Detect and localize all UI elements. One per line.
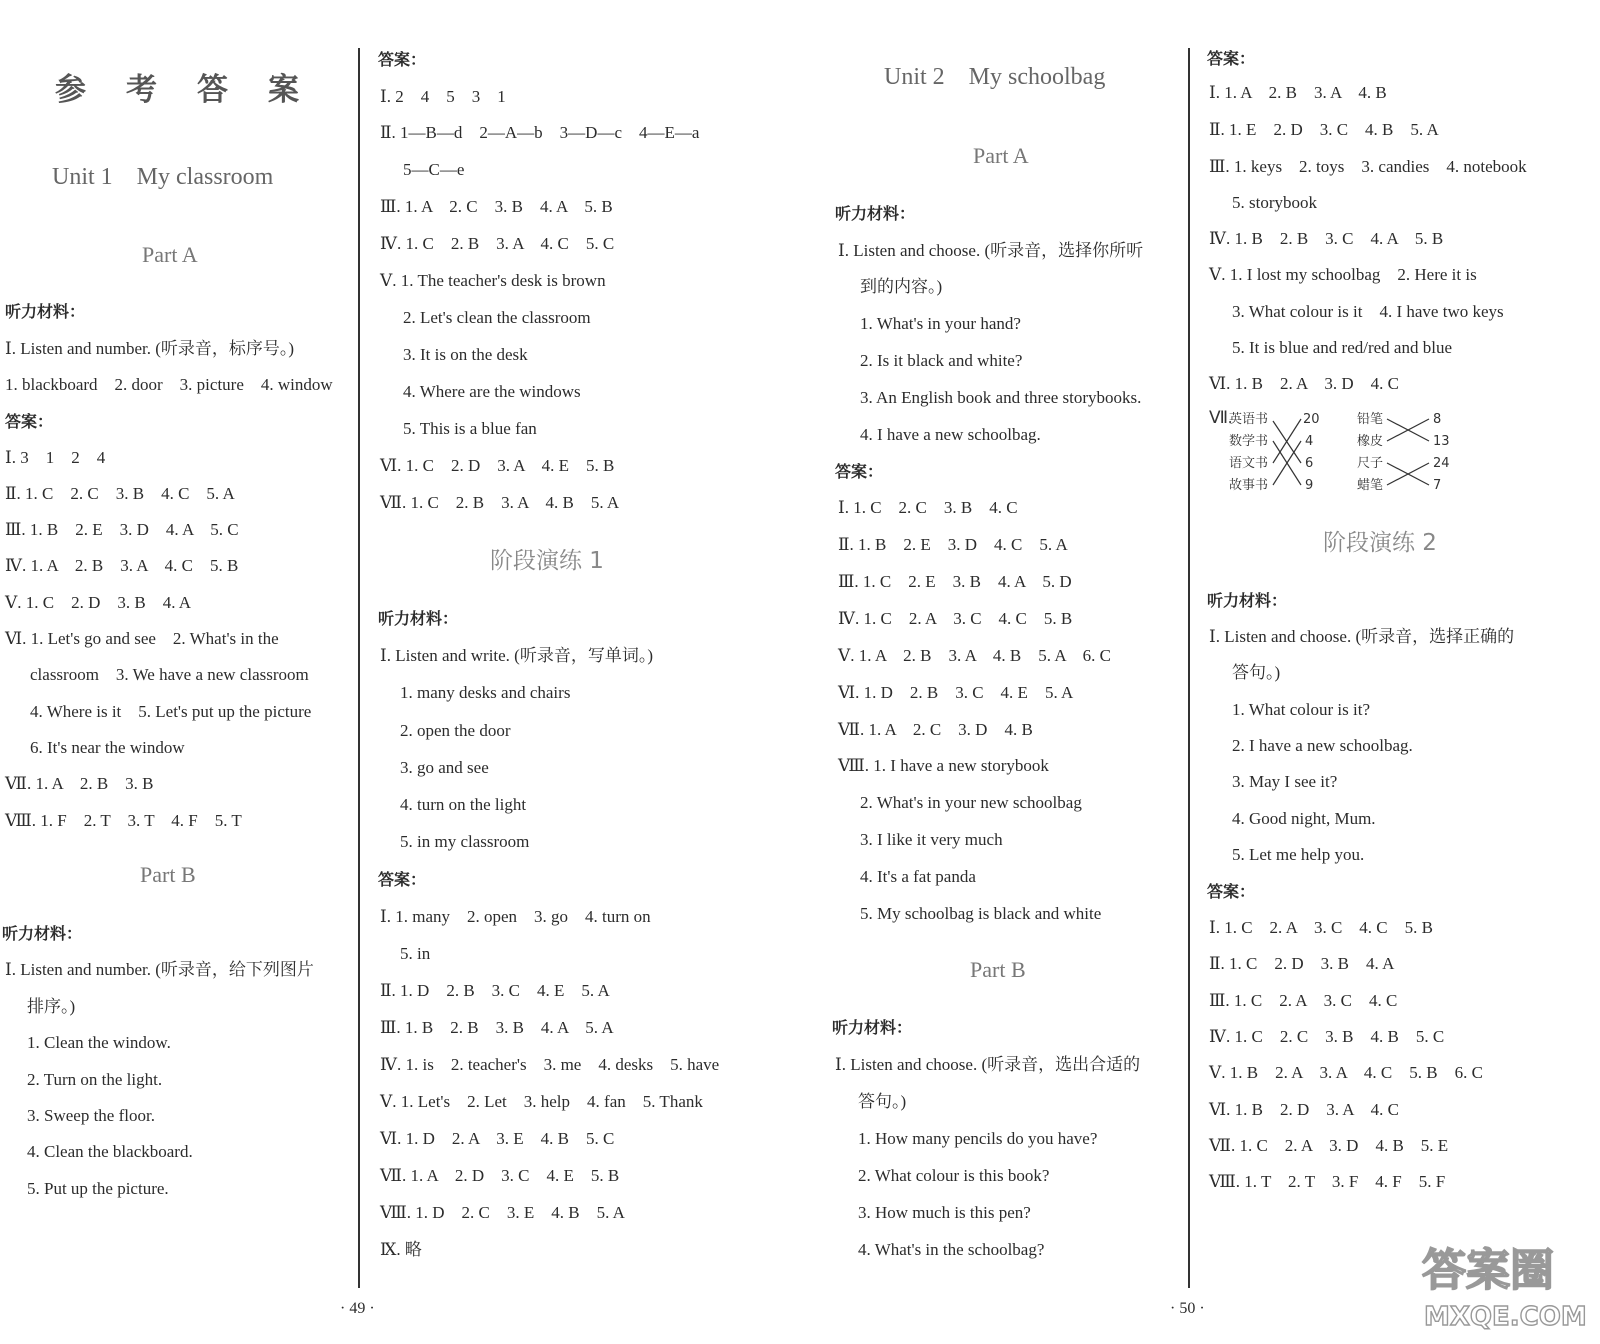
part-heading: Part B xyxy=(140,862,196,887)
answer-line: Ⅴ. 1. I lost my schoolbag 2. Here it is xyxy=(1209,265,1477,284)
text-line: 5. Let me help you. xyxy=(1232,845,1365,864)
answer-line: 5. My schoolbag is black and white xyxy=(860,904,1102,923)
answer-line: Ⅲ. 1. A 2. C 3. B 4. A 5. B xyxy=(380,197,613,216)
left-number: 4 xyxy=(1305,434,1314,449)
section-label: 听力材料： xyxy=(835,204,916,223)
text-line: 4. What's in the schoolbag? xyxy=(858,1240,1045,1259)
text-line: 1. blackboard 2. door 3. picture 4. window xyxy=(5,375,333,394)
text-line: 1. What's in your hand? xyxy=(860,314,1021,333)
text-line: 排序。) xyxy=(27,997,76,1016)
stage-practice-heading: 阶段演练 2 xyxy=(1323,530,1437,556)
answer-line: Ⅷ. 1. D 2. C 3. E 4. B 5. A xyxy=(380,1203,625,1222)
answer-line: classroom 3. We have a new classroom xyxy=(30,665,309,684)
stage-practice-heading: 阶段演练 1 xyxy=(490,548,604,574)
answer-line: Ⅳ. 1. is 2. teacher's 3. me 4. desks 5. have xyxy=(380,1055,720,1074)
answer-line: 5. storybook xyxy=(1232,193,1317,212)
answer-line: 3. It is on the desk xyxy=(403,345,528,364)
answer-line: Ⅶ. 1. A 2. B 3. B xyxy=(5,774,154,793)
text-line: 3. go and see xyxy=(400,758,489,777)
answer-line: Ⅸ. 略 xyxy=(380,1240,422,1259)
text-line: 1. Clean the window. xyxy=(27,1033,171,1052)
answer-line: Ⅰ. 2 4 5 3 1 xyxy=(380,87,506,106)
answer-line: Ⅰ. 3 1 2 4 xyxy=(5,448,106,467)
text-line: 到的内容。) xyxy=(860,277,943,296)
answer-line: 4. Where is it 5. Let's put up the picture xyxy=(30,702,312,721)
unit-heading: Unit 1 My classroom xyxy=(52,164,274,190)
section-label: 答案： xyxy=(835,462,884,481)
answer-line: Ⅶ. 1. A 2. C 3. D 4. B xyxy=(838,720,1033,739)
section-label: 听力材料： xyxy=(1207,591,1288,610)
answer-line: 4. Where are the windows xyxy=(403,382,581,401)
right-number: 13 xyxy=(1433,434,1450,449)
right-number: 7 xyxy=(1433,478,1442,493)
page-number-left: · 49 · xyxy=(340,1300,375,1317)
answer-line: Ⅱ. 1. B 2. E 3. D 4. C 5. A xyxy=(838,535,1068,554)
text-line: 答句。) xyxy=(858,1092,907,1111)
left-number: 9 xyxy=(1305,478,1314,493)
part-heading: Part A xyxy=(142,242,198,267)
right-number: 8 xyxy=(1433,412,1442,427)
section-label: 听力材料： xyxy=(2,924,83,943)
section-label: 答案： xyxy=(1207,882,1256,901)
text-line: 1. many desks and chairs xyxy=(400,683,571,702)
answer-line: Ⅴ. 1. The teacher's desk is brown xyxy=(380,271,606,290)
answer-line: Ⅲ. 1. C 2. A 3. C 4. C xyxy=(1209,991,1398,1010)
section-label: 答案： xyxy=(1207,49,1256,68)
section-label: 答案： xyxy=(378,50,427,69)
text-line: 2. I have a new schoolbag. xyxy=(1232,736,1413,755)
answer-line: Ⅱ. 1. E 2. D 3. C 4. B 5. A xyxy=(1209,120,1439,139)
answer-line: 5—C—e xyxy=(403,160,465,179)
watermark-logo xyxy=(1420,1225,1590,1335)
text-line: Ⅰ. Listen and choose. (听录音，选择正确的 xyxy=(1209,627,1515,646)
page-title: 参考答案 xyxy=(55,72,339,108)
matching-diagram xyxy=(1207,405,1467,500)
left-number: 6 xyxy=(1305,456,1314,471)
section-label: 听力材料： xyxy=(378,609,459,628)
text-line: 3. Sweep the floor. xyxy=(27,1106,155,1125)
answer-line: Ⅴ. 1. C 2. D 3. B 4. A xyxy=(5,593,192,612)
text-line: 2. Turn on the light. xyxy=(27,1070,163,1089)
answer-line: Ⅷ. 1. F 2. T 3. T 4. F 5. T xyxy=(5,811,242,830)
answer-line: Ⅳ. 1. C 2. B 3. A 4. C 5. C xyxy=(380,234,615,253)
answer-line: Ⅲ. 1. B 2. B 3. B 4. A 5. A xyxy=(380,1018,614,1037)
page-number: 50 xyxy=(1179,1300,1196,1317)
answer-line: Ⅵ. 1. Let's go and see 2. What's in the xyxy=(5,629,279,648)
watermark-url: MXQE.COM xyxy=(1424,1302,1587,1332)
answer-line: Ⅱ. 1—B—d 2—A—b 3—D—c 4—E—a xyxy=(380,123,700,142)
part-heading: Part B xyxy=(970,957,1026,982)
text-line: 3. How much is this pen? xyxy=(858,1203,1031,1222)
answer-line: Ⅵ. 1. B 2. A 3. D 4. C xyxy=(1209,374,1399,393)
right-number: 24 xyxy=(1433,456,1450,471)
part-heading: Part A xyxy=(973,143,1029,168)
text-line: 3. May I see it? xyxy=(1232,772,1338,791)
section-label: 听力材料： xyxy=(5,302,86,321)
text-line: 1. How many pencils do you have? xyxy=(858,1129,1098,1148)
answer-line: Ⅳ. 1. A 2. B 3. A 4. C 5. B xyxy=(5,556,239,575)
text-line: Ⅰ. Listen and number. (听录音，标序号。) xyxy=(5,339,295,358)
answer-line: Ⅵ. 1. C 2. D 3. A 4. E 5. B xyxy=(380,456,615,475)
answer-line: Ⅷ. 1. I have a new storybook xyxy=(838,756,1049,775)
text-line: 2. What colour is this book? xyxy=(858,1166,1050,1185)
unit-heading: Unit 2 My schoolbag xyxy=(884,64,1106,90)
answer-line: 3. What colour is it 4. I have two keys xyxy=(1232,302,1504,321)
answer-line: Ⅵ. 1. B 2. D 3. A 4. C xyxy=(1209,1100,1399,1119)
section-label: 听力材料： xyxy=(832,1018,913,1037)
left-item: 故事书 xyxy=(1229,478,1269,493)
page-number-right: · 50 · xyxy=(1170,1300,1205,1317)
answer-line: 5. This is a blue fan xyxy=(403,419,537,438)
answer-line: Ⅳ. 1. B 2. B 3. C 4. A 5. B xyxy=(1209,229,1444,248)
column-divider xyxy=(358,48,360,1288)
answer-line: Ⅲ. 1. B 2. E 3. D 4. A 5. C xyxy=(5,520,239,539)
answer-line: Ⅶ. 1. C 2. B 3. A 4. B 5. A xyxy=(380,493,620,512)
answer-line: Ⅲ. 1. C 2. E 3. B 4. A 5. D xyxy=(838,572,1072,591)
answer-line: 2. Let's clean the classroom xyxy=(403,308,591,327)
text-line: Ⅰ. Listen and choose. (听录音，选出合适的 xyxy=(835,1055,1141,1074)
text-line: Ⅰ. Listen and write. (听录音，写单词。) xyxy=(380,646,654,665)
column-divider xyxy=(1188,48,1190,1288)
answer-line: 2. What's in your new schoolbag xyxy=(860,793,1082,812)
answer-line: Ⅶ. 1. A 2. D 3. C 4. E 5. B xyxy=(380,1166,620,1185)
text-line: Ⅰ. Listen and choose. (听录音，选择你所听 xyxy=(838,241,1144,260)
left-item: 数学书 xyxy=(1229,434,1269,449)
answer-line: Ⅱ. 1. C 2. D 3. B 4. A xyxy=(1209,954,1395,973)
right-item: 蜡笔 xyxy=(1357,478,1384,493)
answer-line: 4. It's a fat panda xyxy=(860,867,976,886)
answer-line: Ⅰ. 1. C 2. C 3. B 4. C xyxy=(838,498,1018,517)
text-line: 答句。) xyxy=(1232,663,1281,682)
text-line: 2. Is it black and white? xyxy=(860,351,1023,370)
answer-line: Ⅳ. 1. C 2. C 3. B 4. B 5. C xyxy=(1209,1027,1445,1046)
answer-line: 3. I like it very much xyxy=(860,830,1003,849)
text-line: 2. open the door xyxy=(400,721,511,740)
text-line: Ⅰ. Listen and number. (听录音，给下列图片 xyxy=(5,960,314,979)
answer-line: Ⅲ. 1. keys 2. toys 3. candies 4. notebook xyxy=(1209,157,1527,176)
answer-line: Ⅰ. 1. many 2. open 3. go 4. turn on xyxy=(380,907,651,926)
text-line: 3. An English book and three storybooks. xyxy=(860,388,1142,407)
right-item: 橡皮 xyxy=(1357,434,1384,449)
answer-line: Ⅱ. 1. D 2. B 3. C 4. E 5. A xyxy=(380,981,610,1000)
matching-label: Ⅶ. xyxy=(1209,408,1233,427)
answer-line: Ⅴ. 1. B 2. A 3. A 4. C 5. B 6. C xyxy=(1209,1063,1483,1082)
watermark-logo-text: 答案圈 xyxy=(1422,1245,1554,1296)
text-line: 4. I have a new schoolbag. xyxy=(860,425,1041,444)
answer-line: Ⅵ. 1. D 2. B 3. C 4. E 5. A xyxy=(838,683,1074,702)
answer-line: Ⅳ. 1. C 2. A 3. C 4. C 5. B xyxy=(838,609,1073,628)
answer-line: Ⅷ. 1. T 2. T 3. F 4. F 5. F xyxy=(1209,1172,1446,1191)
page-number: 49 xyxy=(349,1300,366,1317)
answer-line: 6. It's near the window xyxy=(30,738,185,757)
left-number: 20 xyxy=(1303,412,1320,427)
answer-line: Ⅵ. 1. D 2. A 3. E 4. B 5. C xyxy=(380,1129,615,1148)
answer-line: Ⅴ. 1. A 2. B 3. A 4. B 5. A 6. C xyxy=(838,646,1111,665)
left-item: 英语书 xyxy=(1229,412,1269,427)
text-line: 5. in my classroom xyxy=(400,832,530,851)
text-line: 4. Good night, Mum. xyxy=(1232,809,1376,828)
text-line: 4. turn on the light xyxy=(400,795,527,814)
answer-line: Ⅴ. 1. Let's 2. Let 3. help 4. fan 5. Thank xyxy=(380,1092,703,1111)
right-item: 铅笔 xyxy=(1357,412,1384,427)
answer-line: Ⅶ. 1. C 2. A 3. D 4. B 5. E xyxy=(1209,1136,1449,1155)
text-line: 4. Clean the blackboard. xyxy=(27,1142,193,1161)
answer-line: Ⅱ. 1. C 2. C 3. B 4. C 5. A xyxy=(5,484,235,503)
answer-line: 5. in xyxy=(400,944,431,963)
answer-line: Ⅰ. 1. C 2. A 3. C 4. C 5. B xyxy=(1209,918,1433,937)
left-item: 语文书 xyxy=(1229,456,1269,471)
text-line: 1. What colour is it? xyxy=(1232,700,1371,719)
answer-line: 5. It is blue and red/red and blue xyxy=(1232,338,1452,357)
right-item: 尺子 xyxy=(1357,456,1384,471)
section-label: 答案： xyxy=(378,870,427,889)
answer-line: Ⅰ. 1. A 2. B 3. A 4. B xyxy=(1209,83,1387,102)
section-label: 答案： xyxy=(5,412,54,431)
text-line: 5. Put up the picture. xyxy=(27,1179,169,1198)
